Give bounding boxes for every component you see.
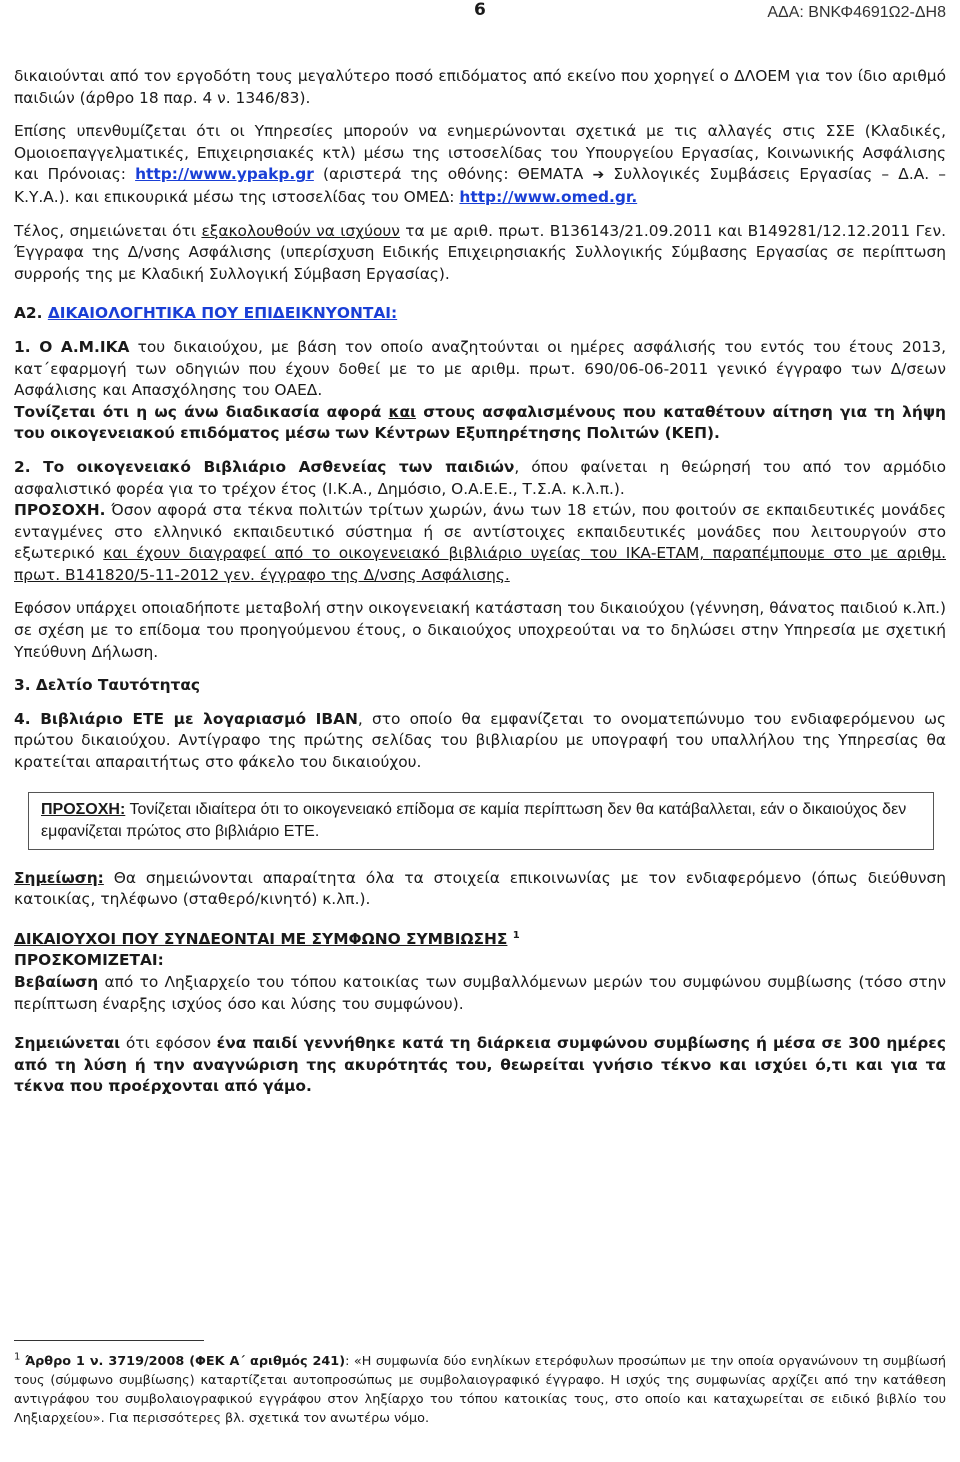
paragraph-text: Τέλος, σημειώνεται ότι — [14, 221, 202, 240]
paragraph-text: Επίσης υπενθυμίζεται ότι οι Υπηρεσίες μπορούν να ενημερώνονται σχετικά με τις αλλαγές στις ΣΣΕ (Κλαδικές, Ομοιοεπαγγελματικές, Επιχειρησιακές κτλ) μέσω της ιστοσελίδας του Υπουργείου Εργασίας, Κοινωνικής Ασφάλισης και Πρόνοιας: — [14, 122, 946, 184]
partnership-heading — [14, 929, 946, 951]
document-body — [14, 66, 946, 1098]
item-4 — [14, 709, 946, 774]
notice-text: Τονίζεται ιδιαίτερα ότι το οικογενειακό επίδομα σε καμία περίπτωση δεν θα κατάβαλλεται, εάν ο δικαιούχος δεν εμφανίζεται πρώτος στο βιβλιάριο ΕΤΕ. — [41, 800, 907, 840]
notice-box — [28, 792, 934, 850]
item-label: 1. Ο Α.Μ.ΙΚΑ — [14, 337, 130, 356]
note-label: Σημείωση: — [14, 868, 104, 887]
item-text: , στο οποίο θα εμφανίζεται το ονοματεπώνυμο του ενδιαφερόμενου ως πρώτου δικαιούχου. Αντίγραφο της πρώτης σελίδας του βιβλιαρίου με υπογραφή του υπαλλήλου της Υπηρεσίας θα κρατείται απαραιτήτως στο φάκελο του δικαιούχου. — [14, 709, 947, 772]
caution-text: Όσον αφορά στα τέκνα πολιτών τρίτων χωρών, άνω των 18 ετών, που φοιτούν σε εκπαιδευτικές μονάδες ενταγμένες στο ελληνικό εκπαιδευτικό σύστημα ή σε αντίστοιχες εκπαιδευτικές μονάδες που λειτουργούν στο εξωτερικό — [14, 501, 946, 563]
certificate-text: από το Ληξιαρχείο του τόπου κατοικίας των συμβαλλόμενων μερών του συμφώνου συμβίωσης (τόσο στην περίπτωση έναρξης ισχύος όσο και λύσης του συμφώνου). — [14, 973, 946, 1013]
certificate-label: Βεβαίωση — [14, 973, 99, 991]
footnote-number: 1 — [14, 1351, 21, 1363]
paragraph-sse-updates — [14, 121, 946, 208]
item-3: 3. Δελτίο Ταυτότητας — [14, 676, 201, 695]
paragraph-family-change: Εφόσον υπάρχει οποιαδήποτε μεταβολή στην οικογενειακή κατάσταση του δικαιούχου (γέννηση, θάνατος παιδιού κ.λπ.) σε σχέση με το επίδομα του προηγούμενου έτους, ο δικαιούχος υποχρεούται να το δηλώσει στην Υπηρεσία με σχετική Υπεύθυνη Δήλωση. — [14, 599, 946, 661]
arrow-right-icon: ➔ — [592, 167, 605, 184]
notice-label: ΠΡΟΣΟΧΗ: — [41, 800, 126, 818]
emphasis-text: Τονίζεται ότι η ως άνω διαδικασία αφορά — [14, 402, 389, 421]
footnote-text — [14, 1352, 946, 1428]
footnote — [14, 1352, 946, 1428]
underlined-text: εξακολουθούν να ισχύουν — [201, 221, 400, 240]
note-text: ότι εφόσον — [120, 1034, 217, 1053]
heading-text: ΔΙΚΑΙΟΥΧΟΙ ΠΟΥ ΣΥΝΔΕΟΝΤΑΙ ΜΕ — [14, 929, 312, 948]
item-1-emphasis — [14, 402, 946, 445]
partnership-certificate — [14, 972, 946, 1015]
caution-label: ΠΡΟΣΟΧΗ. — [14, 501, 106, 520]
paragraph-documents-valid — [14, 221, 946, 286]
emphasis-underlined: και — [388, 402, 417, 421]
item-2 — [14, 457, 946, 500]
footnote-reference[interactable]: 1 — [512, 929, 520, 941]
item-label: 2. Το οικογενειακό Βιβλιάριο Ασθενείας των παιδιών — [14, 457, 515, 476]
footnote-body: : «Η συμφωνία δύο ενηλίκων ετερόφυλων προσώπων με την οποία οργανώνουν τη συμβίωσή τους (σύμφωνο συμβίωσης) καταρτίζεται αυτοπροσώπως με συμβολαιογραφικό έγγραφο. Η ισχύς της συμφωνίας αρχίζει από την κατάθεση αντιγράφου του συμβολαιογραφικού εγγράφου στον ληξίαρχο του τόπου κατοικίας τους, στο οποίο και καταχωρείται σε ειδικό βιβλίο του Ληξιαρχείου». Για περισσότερες βλ. σχετικά τον ανωτέρω νόμο. — [14, 1354, 946, 1426]
paragraph-text: Συλλογικές Συμβάσεις Εργασίας – Δ.Α. – Κ.Υ.Α.). και επικουρικά μέσω της ιστοσελίδας του ΟΜΕΔ: — [14, 165, 946, 206]
footnote-label: Άρθρο 1 ν. 3719/2008 (ΦΕΚ Α΄ αριθμός 241) — [24, 1354, 346, 1369]
ypakp-link[interactable]: http://www.ypakp.gr — [135, 165, 314, 184]
note-label: Σημειώνεται — [14, 1034, 121, 1053]
partnership-subtitle: ΠΡΟΣΚΟΜΙΖΕΤΑΙ: — [14, 951, 164, 970]
partnership-note — [14, 1033, 946, 1098]
section-number: Α2. — [14, 304, 48, 323]
caution-underlined: και έχουν διαγραφεί από το οικογενειακό βιβλιάριο υγείας του ΙΚΑ-ΕΤΑΜ, παραπέμπουμε στο με αριθμ. πρωτ. Β141820/5-11-2012 γεν. έγγραφο της Δ/νσης Ασφάλισης. — [14, 544, 947, 584]
section-title: ΔΙΚΑΙΟΛΟΓΗΤΙΚΑ ΠΟΥ ΕΠΙΔΕΙΚΝΥΟΝΤΑΙ: — [47, 304, 398, 323]
omed-link[interactable]: http://www.omed.gr. — [459, 187, 638, 206]
paragraph-text: τα με αριθ. πρωτ. Β136143/21.09.2011 και Β149281/12.12.2011 Γεν. Έγγραφα της Δ/νσης Ασφάλισης (υπερίσχυση Ειδικής Επιχειρησιακής Συλλογικής Σύμβασης Εργασίας σε περίπτωση συρροής της με Κλαδική Συλλογική Σύμβαση Εργασίας). — [14, 221, 946, 283]
paragraph-text: (αριστερά της οθόνης: ΘΕΜΑΤΑ — [313, 165, 593, 184]
note-emphasis: ένα παιδί γεννήθηκε κατά τη διάρκεια συμφώνου συμβίωσης ή μέσα σε 300 ημέρες από τη λύση ή την αναγνώριση της ακυρότητάς του, θεωρείται γνήσιο τέκνο και ισχύει ό,τι και για τα τέκνα που προέρχονται από γάμο. — [14, 1034, 946, 1096]
paragraph-contact-note — [14, 868, 946, 911]
item-2-caution — [14, 500, 946, 586]
item-text: , όπου φαίνεται η θεώρησή του από τον αρμόδιο ασφαλιστικό φορέα για το τρέχον έτος (Ι.Κ.Α., Δημόσιο, Ο.Α.Ε.Ε., Τ.Σ.Α. κ.λ.π.). — [14, 457, 947, 498]
footnote-divider — [14, 1340, 204, 1341]
item-1 — [14, 337, 946, 402]
emphasis-text: στους ασφαλισμένους που καταθέτουν αίτηση για τη λήψη του οικογενειακού επιδόματος μέσω των Κέντρων Εξυπηρέτησης Πολιτών (ΚΕΠ). — [14, 402, 946, 443]
heading-underlined: ΣΥΜΦΩΝΟ ΣΥΜΒΙΩΣΗΣ — [311, 929, 508, 948]
page-number: 6 — [474, 0, 486, 20]
item-label: 4. Βιβλιάριο ΕΤΕ με λογαριασμό ΙΒΑΝ — [14, 709, 358, 728]
paragraph-employer-allowance: δικαιούνται από τον εργοδότη τους μεγαλύτερο ποσό επιδόματος από εκείνο που χορηγεί ο ΔΛΟΕΜ για τον ίδιο αριθμό παιδιών (άρθρο 18 παρ. 4 ν. 1346/83). — [14, 67, 946, 107]
section-a2-heading — [14, 303, 946, 325]
item-text: του δικαιούχου, με βάση τον οποίο αναζητούνται οι ημέρες ασφάλισής του εντός του έτους 2013, κατ΄εφαρμογή των οδηγιών που έχουν δοθεί με το με αριθμ. πρωτ. 690/06-06-2011 γενικό έγγραφο των Δ/σεων Ασφάλισης και Απασχόλησης του ΟΑΕΔ. — [14, 337, 947, 400]
document-id: ΑΔΑ: ΒΝΚΦ4691Ω2-ΔΗ8 — [767, 4, 946, 21]
note-text: Θα σημειώνονται απαραίτητα όλα τα στοιχεία επικοινωνίας με τον ενδιαφερόμενο (όπως διεύθυνση κατοικίας, τηλέφωνο (σταθερό/κινητό) κ.λπ.). — [14, 868, 946, 909]
